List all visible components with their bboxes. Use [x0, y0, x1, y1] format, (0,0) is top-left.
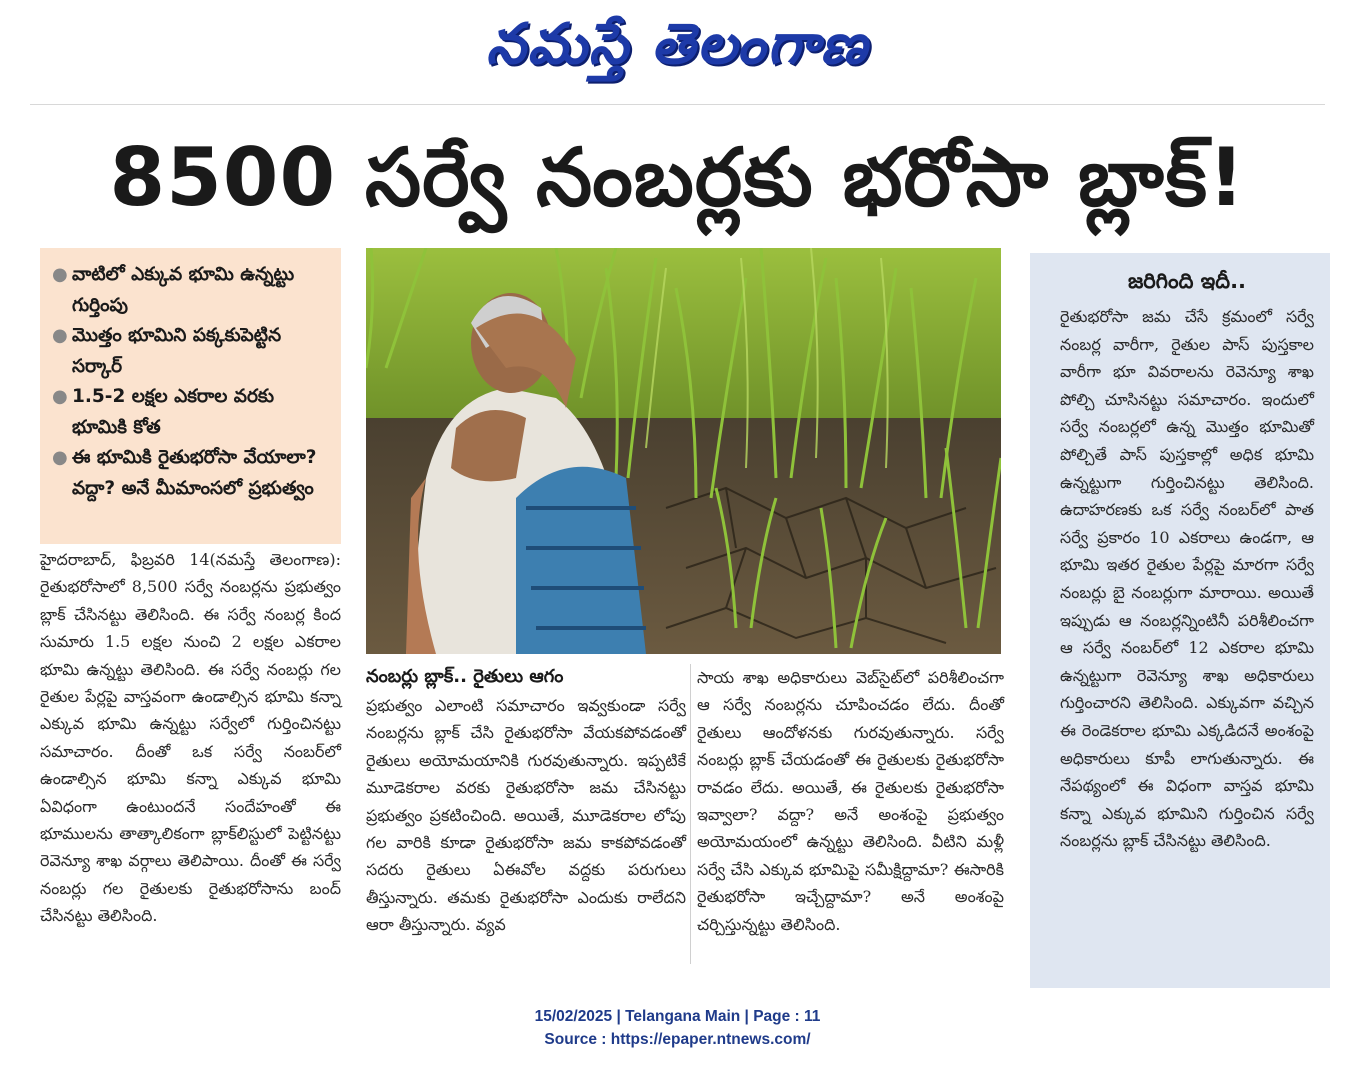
article-column-left: హైదరాబాద్, ఫిబ్రవరి 14(నమస్తే తెలంగాణ): రైతుభరోసాలో 8,500 సర్వే నంబర్లను ప్రభుత్వం బ్లాక్ చేసినట్టు తెలిసింది. ఈ సర్వే నంబర్ల కింద సుమారు 1.5 లక్షల నుంచి 2 లక్షల ఎకరాల భూమి ఉన్నట్టు తెలిసింది. ఈ సర్వే నంబర్లు గల రైతుల పేర్లపై వాస్తవంగా ఉండాల్సిన భూమి కన్నా ఎక్కువ భూమి ఉన్నట్టు సర్వేలో గుర్తించినట్టు సమాచారం. దీంతో ఒక సర్వే నంబర్‌లో ఉండాల్సిన భూమి కన్నా ఎక్కువ భూమి ఏవిధంగా ఉంటుందనే సందేహంతో ఈ భూములను తాత్కాలికంగా బ్లాక్‌లిస్టులో పెట్టినట్టు రెవెన్యూ శాఖ వర్గాలు తెలిపాయి. దీంతో ఈ సర్వే నంబర్లు గల రైతులకు రైతుభరోసాను బంద్ చేసినట్టు తెలిసింది.	[40, 550, 341, 926]
article-column-right: సాయ శాఖ అధికారులు వెబ్‌సైట్‌లో పరిశీలించగా ఆ సర్వే నంబర్లను చూపించడం లేదు. దీంతో రైతులు ఆందోళనకు గురవుతున్నారు. సర్వే నంబర్లు బ్లాక్ చేయడంతో ఈ రైతులకు రైతుభరోసా రావడం లేదు. అయితే, ఈ రైతులకు రైతుభరోసా ఇవ్వాలా? వద్దా? అనే అంశంపై ప్రభుత్వం అయోమయంలో ఉన్నట్టు తెలిసింది. వీటిని మళ్లీ సర్వే చేసి ఎక్కువ భూమిపై సమీక్షిద్దామా? ఈసారికి రైతుభరోసా ఇచ్చేద్దామా? అనే అంశంపై చర్చిస్తున్నట్టు తెలిసింది.	[697, 668, 1004, 934]
article-subhead: నంబర్లు బ్లాక్.. రైతులు ఆగం	[366, 666, 564, 687]
highlight-item: ● 1.5-2 లక్షల ఎకరాల వరకు భూమికి కోత	[48, 382, 333, 443]
article-column-middle	[366, 664, 686, 939]
masthead-divider	[30, 104, 1325, 105]
sidebar-title: జరిగింది ఇదీ..	[1127, 269, 1247, 293]
newspaper-logo: నమస్తే తెలంగాణ	[486, 12, 869, 77]
highlight-item: ● ఈ భూమికి రైతుభరోసా వేయాలా? వద్దా? అనే మీమాంసలో ప్రభుత్వం	[48, 443, 333, 504]
bullet-icon: ●	[52, 386, 68, 407]
bullet-icon: ●	[52, 325, 68, 346]
bullet-icon: ●	[52, 447, 68, 468]
highlight-item: ● మొత్తం భూమిని పక్కకుపెట్టిన సర్కార్	[48, 321, 333, 382]
footer-date-line: 15/02/2025 | Telangana Main | Page : 11	[534, 1008, 821, 1025]
sidebar-box	[1030, 253, 1330, 988]
headline: 8500 సర్వే నంబర్లకు భరోసా బ్లాక్!	[109, 131, 1246, 224]
footer-source-line: Source : https://epaper.ntnews.com/	[544, 1031, 811, 1048]
highlights-box	[40, 248, 341, 544]
column-divider	[690, 664, 691, 964]
article-photo	[366, 248, 1001, 654]
article-column-middle-text: ప్రభుత్వం ఎలాంటి సమాచారం ఇవ్వకుండా సర్వే నంబర్లను బ్లాక్ చేసి రైతుభరోసా వేయకపోవడంతో రైతులు అయోమయానికి గురవుతున్నారు. ఇప్పటికే మూడెకరాల వరకు రైతుభరోసా జమ చేసినట్టు ప్రభుత్వం ప్రకటించింది. అయితే, మూడెకరాల లోపు గల వారికి కూడా రైతుభరోసా జమ కాకపోవడంతో సదరు రైతులు ఏఈవోల వద్దకు పరుగులు తీస్తున్నారు. తమకు రైతుభరోసా ఎందుకు రాలేదని ఆరా తీస్తున్నారు. వ్యవ	[366, 696, 686, 935]
sidebar-text: రైతుభరోసా జమ చేసే క్రమంలో సర్వే నంబర్ల వారీగా, రైతుల పాస్ పుస్తకాల వారీగా భూ వివరాలను రెవెన్యూ శాఖ పోల్చి చూసినట్టు సమాచారం. ఇందులో సర్వే నంబర్లలో ఉన్న మొత్తం భూమితో పోల్చితే పాస్ పుస్తకాల్లో అధిక భూమి ఉన్నట్టుగా గుర్తించినట్టు తెలిసింది. ఉదాహరణకు ఒక సర్వే నంబర్‌లో పాత సర్వే ప్రకారం 10 ఎకరాలు ఉండగా, ఆ భూమి ఇతర రైతుల పేర్లపై మారగా సర్వే నంబర్లు బై నంబర్లుగా మారాయి. అయితే ఇప్పుడు ఆ నంబర్లన్నింటినీ పరిశీలించగా ఆ సర్వే నంబర్‌లో 12 ఎకరాల భూమి ఉన్నట్టుగా రెవెన్యూ శాఖ అధికారులు గుర్తించారని తెలిసింది. ఎక్కువగా వచ్చిన ఈ రెండెకరాల భూమి ఎక్కడిదనే అంశంపై అధికారులు కూపీ లాగుతున్నారు. ఈ నేపథ్యంలో ఈ విధంగా వాస్తవ భూమి కన్నా ఎక్కువ భూమిని గుర్తించిన సర్వే నంబర్లను బ్లాక్ చేసినట్టు తెలిసింది.	[1060, 307, 1314, 851]
bullet-icon: ●	[52, 264, 68, 285]
masthead	[0, 0, 1355, 105]
highlight-item: ● వాటిలో ఎక్కువ భూమి ఉన్నట్టు గుర్తింపు	[48, 260, 333, 321]
